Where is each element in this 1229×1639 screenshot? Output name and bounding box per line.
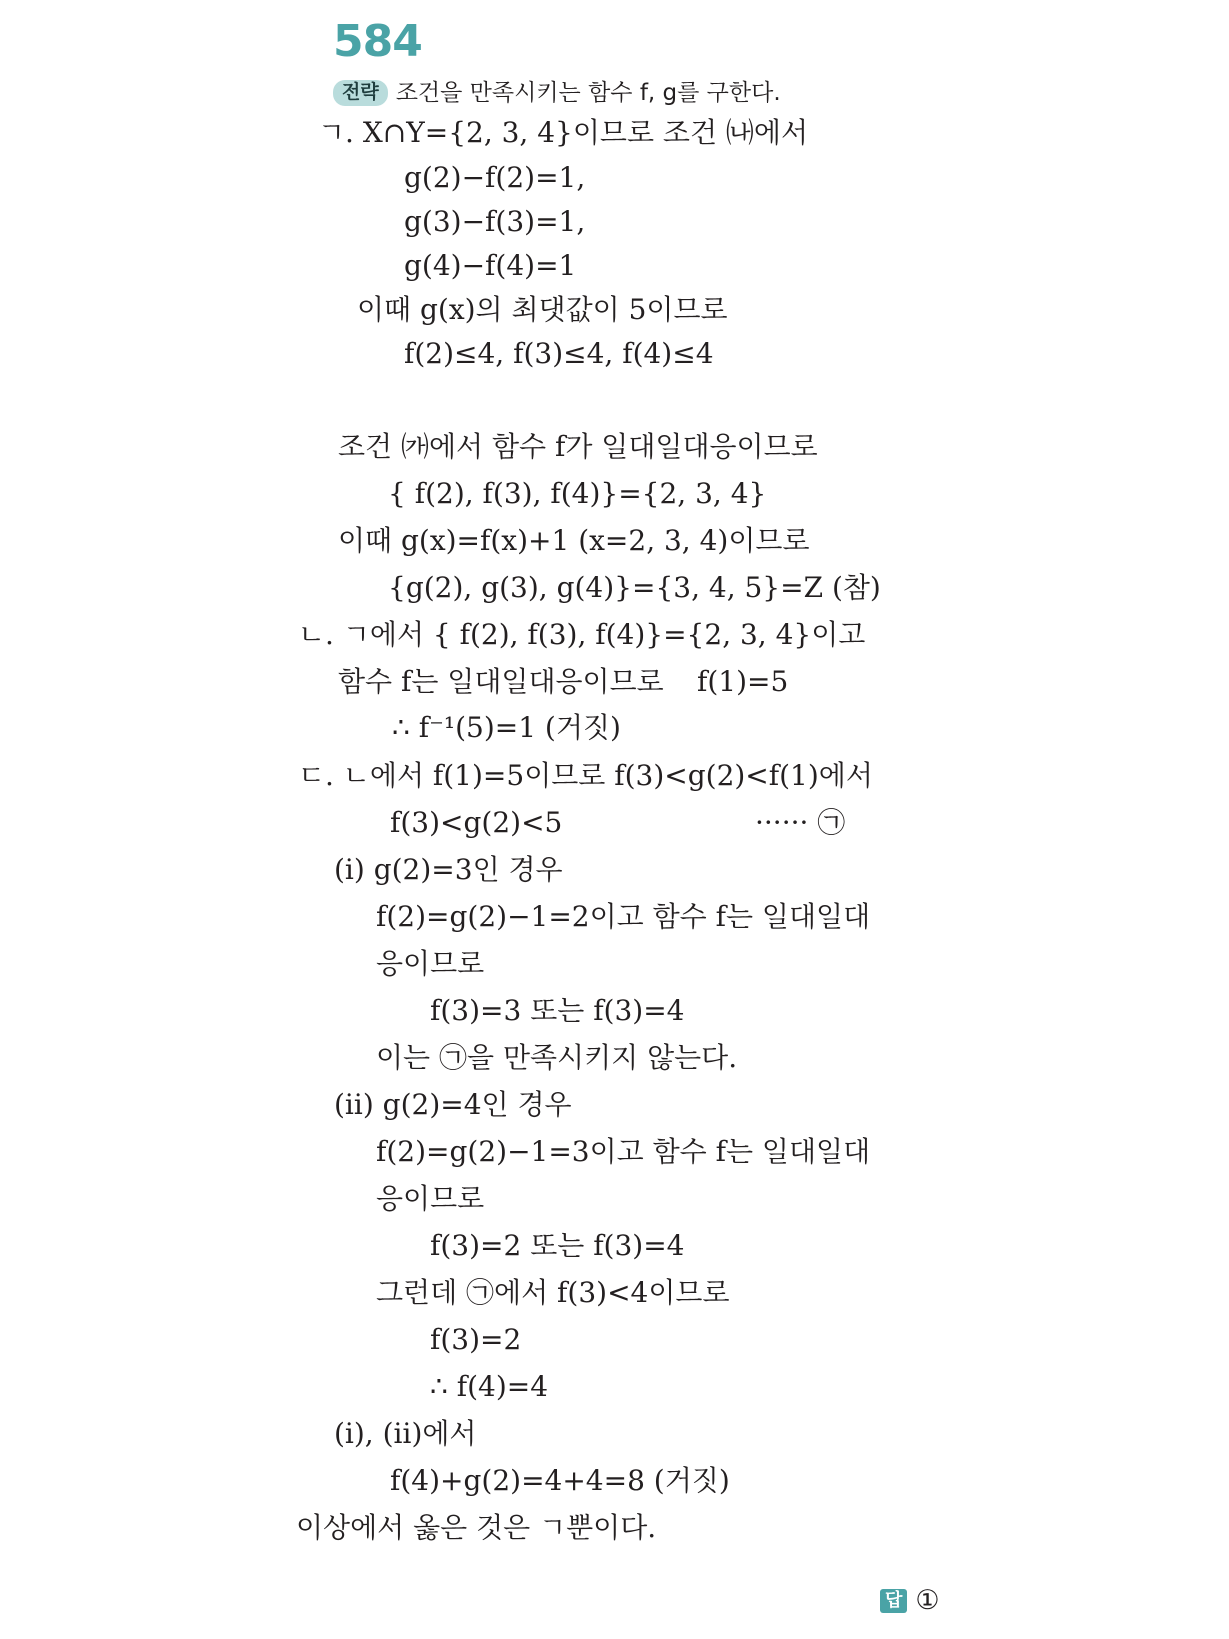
- solution-line: g(4)−f(4)=1: [404, 249, 577, 282]
- solution-line: g(3)−f(3)=1,: [404, 205, 586, 238]
- answer: [880, 1587, 940, 1614]
- solution-line: f(2)≤4, f(3)≤4, f(4)≤4: [404, 337, 714, 370]
- solution-line: f(3)<g(2)<5: [390, 806, 563, 839]
- solution-line: g(2)−f(2)=1,: [404, 161, 586, 194]
- solution-line: (ⅰ), (ⅱ)에서: [334, 1417, 477, 1450]
- problem-number: 584: [333, 16, 422, 67]
- solution-line: (ⅱ) g(2)=4인 경우: [334, 1088, 572, 1121]
- solution-line: 이때 g(x)의 최댓값이 5이므로: [357, 293, 728, 326]
- solution-line: f(4)+g(2)=4+4=8 (거짓): [390, 1464, 730, 1497]
- solution-line: { f(2), f(3), f(4)}={2, 3, 4}: [388, 477, 767, 510]
- solution-line: ㄷ. ㄴ에서 f(1)=5이므로 f(3)<g(2)<f(1)에서: [298, 759, 873, 792]
- solution-line: (ⅰ) g(2)=3인 경우: [334, 853, 563, 886]
- solution-line: 이는 ㉠을 만족시키지 않는다.: [376, 1041, 738, 1074]
- solution-line: {g(2), g(3), g(4)}={3, 4, 5}=Z (참): [388, 571, 881, 604]
- solution-line: ㄴ. ㄱ에서 { f(2), f(3), f(4)}={2, 3, 4}이고: [298, 618, 866, 651]
- solution-line: 이때 g(x)=f(x)+1 (x=2, 3, 4)이므로: [338, 524, 810, 557]
- solution-line: 함수 f는 일대일대응이므로: [338, 665, 664, 698]
- solution-line: f(3)=3 또는 f(3)=4: [430, 994, 685, 1027]
- solution-line: 그런데 ㉠에서 f(3)<4이므로: [376, 1276, 730, 1309]
- solution-line: f(3)=2 또는 f(3)=4: [430, 1229, 685, 1262]
- strategy-row: [333, 80, 781, 106]
- solution-line: f(2)=g(2)−1=3이고 함수 f는 일대일대: [376, 1135, 871, 1168]
- solution-line: ∴ f⁻¹(5)=1 (거짓): [392, 711, 621, 744]
- solution-line: ㄱ. X∩Y={2, 3, 4}이므로 조건 ㈏에서: [318, 116, 809, 149]
- solution-line: 조건 ㈎에서 함수 f가 일대일대응이므로: [338, 430, 818, 463]
- solution-line: f(3)=2: [430, 1323, 522, 1356]
- solution-line: f(2)=g(2)−1=2이고 함수 f는 일대일대: [376, 900, 871, 933]
- solution-line: 응이므로: [376, 947, 485, 980]
- answer-value: ①: [915, 1585, 940, 1616]
- solution-line: 이상에서 옳은 것은 ㄱ뿐이다.: [296, 1511, 657, 1544]
- strategy-text: 조건을 만족시키는 함수 f, g를 구한다.: [395, 79, 781, 106]
- solution-line: 응이므로: [376, 1182, 485, 1215]
- answer-badge: 답: [880, 1589, 907, 1613]
- strategy-badge: 전략: [333, 80, 388, 106]
- solution-line: f(1)=5: [697, 665, 789, 698]
- solution-line: ······ ㉠: [755, 806, 846, 839]
- solution-line: ∴ f(4)=4: [430, 1370, 549, 1403]
